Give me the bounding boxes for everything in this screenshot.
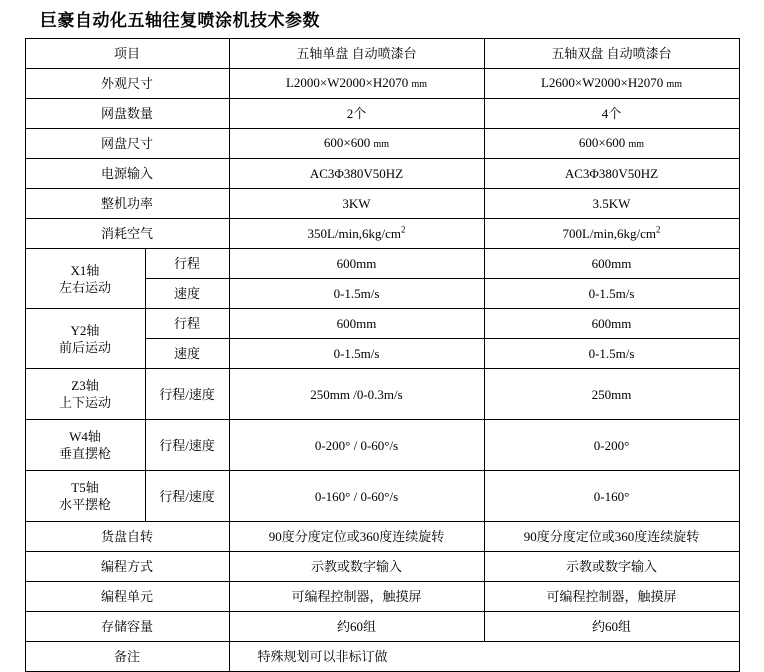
axis-value-col2: 250mm <box>484 369 739 420</box>
value-text: L2600×W2000×H2070 <box>540 75 664 90</box>
table-row <box>25 249 739 279</box>
table-header-row <box>25 39 739 69</box>
row-value-col2: 3.5KW <box>484 189 739 219</box>
row-label: 网盘数量 <box>25 99 229 129</box>
row-value-col1: 90度分度定位或360度连续旋转 <box>229 522 484 552</box>
table-row <box>25 369 739 420</box>
row-value-col1 <box>229 129 484 159</box>
row-value-col1: AC3Φ380V50HZ <box>229 159 484 189</box>
row-value-col1: 可编程控制器，触摸屏 <box>229 582 484 612</box>
table-row <box>25 189 739 219</box>
table-row <box>25 159 739 189</box>
row-value-col1: 示教或数字输入 <box>229 552 484 582</box>
value-unit: mm <box>666 79 683 90</box>
header-col2-cell: 五轴双盘 自动喷漆台 <box>484 39 739 69</box>
axis-label-line1: W4轴 <box>69 429 101 444</box>
row-value-col1: 2个 <box>229 99 484 129</box>
axis-sublabel: 速度 <box>145 339 229 369</box>
axis-label-y2 <box>25 309 145 369</box>
table-row <box>25 99 739 129</box>
axis-sublabel: 行程/速度 <box>145 420 229 471</box>
row-value-col1 <box>229 219 484 249</box>
value-unit: mm <box>411 79 428 90</box>
row-label: 网盘尺寸 <box>25 129 229 159</box>
axis-label-line2: 前后运动 <box>58 339 111 355</box>
row-value-col1: 3KW <box>229 189 484 219</box>
axis-value-col1: 600mm <box>229 249 484 279</box>
axis-label-line1: Y2轴 <box>70 322 100 338</box>
specification-table <box>25 38 740 672</box>
row-value-col2 <box>484 219 739 249</box>
row-label: 整机功率 <box>25 189 229 219</box>
axis-label-x1 <box>25 249 145 309</box>
axis-value-col2: 0-1.5m/s <box>484 339 739 369</box>
axis-label-w4 <box>25 420 145 471</box>
row-value-col2: 90度分度定位或360度连续旋转 <box>484 522 739 552</box>
value-text: 600×600 <box>323 135 371 150</box>
row-label: 外观尺寸 <box>25 69 229 99</box>
axis-label-line2: 左右运动 <box>58 279 111 295</box>
row-label: 编程方式 <box>25 552 229 582</box>
table-row <box>25 582 739 612</box>
axis-value-col1: 0-1.5m/s <box>229 339 484 369</box>
row-value-col2 <box>484 129 739 159</box>
table-row <box>25 309 739 339</box>
row-value-col2: 可编程控制器，触摸屏 <box>484 582 739 612</box>
axis-label-line2: 上下运动 <box>58 395 111 410</box>
header-col1-cell: 五轴单盘 自动喷漆台 <box>229 39 484 69</box>
table-row <box>25 552 739 582</box>
value-text: 700L/min,6kg/cm <box>562 226 657 241</box>
axis-value-col2: 600mm <box>484 309 739 339</box>
axis-label-line2: 水平摆枪 <box>58 497 111 512</box>
table-row <box>25 522 739 552</box>
axis-label-z3 <box>25 369 145 420</box>
value-unit: mm <box>628 139 645 150</box>
row-value-col2: 约60组 <box>484 612 739 642</box>
row-value-col2: 示教或数字输入 <box>484 552 739 582</box>
table-row <box>25 219 739 249</box>
table-row <box>25 471 739 522</box>
value-text: 350L/min,6kg/cm <box>307 226 402 241</box>
value-text: 600×600 <box>578 135 626 150</box>
table-row <box>25 420 739 471</box>
axis-value-col1: 0-160° / 0-60°/s <box>229 471 484 522</box>
value-superscript: 2 <box>401 224 406 235</box>
row-label: 编程单元 <box>25 582 229 612</box>
axis-value-col2: 0-200° <box>484 420 739 471</box>
axis-value-col2: 0-160° <box>484 471 739 522</box>
axis-sublabel: 行程/速度 <box>145 471 229 522</box>
axis-sublabel: 速度 <box>145 279 229 309</box>
row-label: 货盘自转 <box>25 522 229 552</box>
remark-label: 备注 <box>25 642 229 672</box>
axis-sublabel: 行程 <box>145 249 229 279</box>
axis-label-line1: X1轴 <box>70 262 100 278</box>
table-row-remark <box>25 642 739 672</box>
axis-sublabel: 行程 <box>145 309 229 339</box>
axis-label-t5 <box>25 471 145 522</box>
row-label: 电源输入 <box>25 159 229 189</box>
row-value-col2: 4个 <box>484 99 739 129</box>
axis-value-col1: 0-200° / 0-60°/s <box>229 420 484 471</box>
axis-value-col2: 600mm <box>484 249 739 279</box>
row-label: 存储容量 <box>25 612 229 642</box>
axis-label-line1: Z3轴 <box>71 378 99 393</box>
value-unit: mm <box>373 139 390 150</box>
axis-label-line2: 垂直摆枪 <box>58 446 111 461</box>
table-row <box>25 129 739 159</box>
row-value-col2 <box>484 69 739 99</box>
axis-value-col1: 600mm <box>229 309 484 339</box>
row-value-col1 <box>229 69 484 99</box>
axis-label-line1: T5轴 <box>71 480 99 495</box>
value-text: L2000×W2000×H2070 <box>285 75 409 90</box>
remark-value: 特殊规划可以非标订做 <box>229 642 739 672</box>
axis-value-col2: 0-1.5m/s <box>484 279 739 309</box>
row-label: 消耗空气 <box>25 219 229 249</box>
page-title: 巨豪自动化五轴往复喷涂机技术参数 <box>40 11 320 30</box>
table-row <box>25 612 739 642</box>
axis-value-col1: 250mm /0-0.3m/s <box>229 369 484 420</box>
axis-value-col1: 0-1.5m/s <box>229 279 484 309</box>
row-value-col2: AC3Φ380V50HZ <box>484 159 739 189</box>
row-value-col1: 约60组 <box>229 612 484 642</box>
value-superscript: 2 <box>656 224 661 235</box>
axis-sublabel: 行程/速度 <box>145 369 229 420</box>
table-row <box>25 69 739 99</box>
header-item-cell: 项目 <box>25 39 229 69</box>
